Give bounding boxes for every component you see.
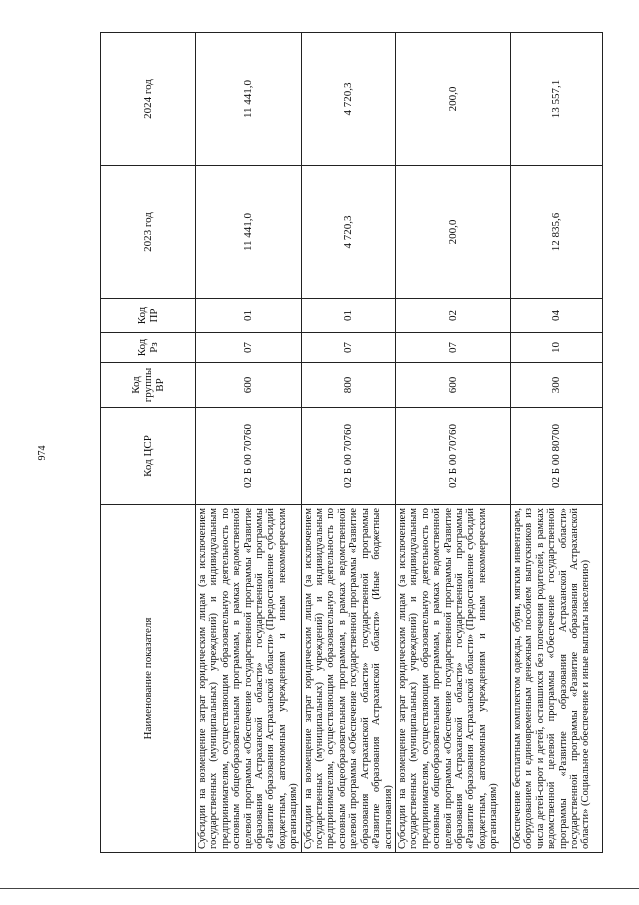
row-rz: 10 bbox=[510, 333, 602, 363]
header-2024: 2024 год bbox=[101, 33, 196, 166]
row-2024: 4 720,3 bbox=[301, 33, 395, 166]
header-pr: Код ПР bbox=[101, 299, 196, 333]
page-number: 974 bbox=[37, 445, 48, 461]
row-2024: 13 557,1 bbox=[510, 33, 602, 166]
table-row bbox=[196, 33, 302, 853]
row-csr: 02 Б 00 70760 bbox=[196, 408, 302, 505]
row-vr: 800 bbox=[301, 363, 395, 408]
table-row bbox=[395, 33, 510, 853]
header-vr: Код группы ВР bbox=[101, 363, 196, 408]
row-2023: 4 720,3 bbox=[301, 166, 395, 299]
row-rz: 07 bbox=[196, 333, 302, 363]
header-name: Наименование показателя bbox=[101, 505, 196, 853]
page-bottom-rule bbox=[0, 888, 639, 889]
row-2024: 11 441,0 bbox=[196, 33, 302, 166]
row-pr: 01 bbox=[196, 299, 302, 333]
row-rz: 07 bbox=[301, 333, 395, 363]
header-rz: Код Рз bbox=[101, 333, 196, 363]
budget-table bbox=[100, 32, 603, 853]
row-pr: 02 bbox=[395, 299, 510, 333]
row-2024: 200,0 bbox=[395, 33, 510, 166]
row-pr: 01 bbox=[301, 299, 395, 333]
row-name: Обеспечение бесплатным комплектом одежды, обуви, мягким инвентарем, оборудованием и единовременным денежным пособием выпускников из числа детей-сирот и детей, оставшихся без попечения родителей, в рамках ведомственной целевой программы «Обеспечение государственной программы «Развитие образования Астраханской области» государственной программы «Развитие образования Астраханской области» (Социальное обеспечение и иные выплаты населению) bbox=[510, 505, 602, 853]
row-2023: 11 441,0 bbox=[196, 166, 302, 299]
row-vr: 600 bbox=[395, 363, 510, 408]
table-header-row bbox=[101, 33, 196, 853]
table-row bbox=[301, 33, 395, 853]
table-row bbox=[510, 33, 602, 853]
row-2023: 200,0 bbox=[395, 166, 510, 299]
row-csr: 02 Б 00 70760 bbox=[395, 408, 510, 505]
row-name: Субсидии на возмещение затрат юридическим лицам (за исключением государственных (муниципальных) учреждений) и индивидуальным предпринимателям, осуществляющим образовательную деятельность по основным общеобразовательным программам, в рамках ведомственной целевой программы «Обеспечение государственной программы «Развитие образования Астраханской области» государственной программы «Развитие образования Астраханской области» (Иные бюджетные ассигнования) bbox=[301, 505, 395, 853]
row-vr: 600 bbox=[196, 363, 302, 408]
row-vr: 300 bbox=[510, 363, 602, 408]
row-rz: 07 bbox=[395, 333, 510, 363]
header-csr: Код ЦСР bbox=[101, 408, 196, 505]
row-name: Субсидии на возмещение затрат юридическим лицам (за исключением государственных (муниципальных) учреждений) и индивидуальным предпринимателям, осуществляющим образовательную деятельность по основным общеобразовательным программам, в рамках ведомственной целевой программы «Обеспечение государственной программы «Развитие образования Астраханской области» государственной программы «Развитие образования Астраханской области» (Предоставление субсидий бюджетным, автономным учреждениям и иным некоммерческим организациям) bbox=[196, 505, 302, 853]
row-2023: 12 835,6 bbox=[510, 166, 602, 299]
row-pr: 04 bbox=[510, 299, 602, 333]
row-csr: 02 Б 00 70760 bbox=[301, 408, 395, 505]
row-name: Субсидии на возмещение затрат юридическим лицам (за исключением государственных (муниципальных) учреждений) и индивидуальным предпринимателям, осуществляющим образовательную деятельность по основным общеобразовательным программам, в рамках ведомственной целевой программы «Обеспечение государственной программы «Развитие образования Астраханской области» государственной программы «Развитие образования Астраханской области» (Предоставление субсидий бюджетным, автономным учреждениям и иным некоммерческим организациям) bbox=[395, 505, 510, 853]
row-csr: 02 Б 00 80700 bbox=[510, 408, 602, 505]
rotated-table-wrapper bbox=[100, 33, 592, 853]
header-2023: 2023 год bbox=[101, 166, 196, 299]
